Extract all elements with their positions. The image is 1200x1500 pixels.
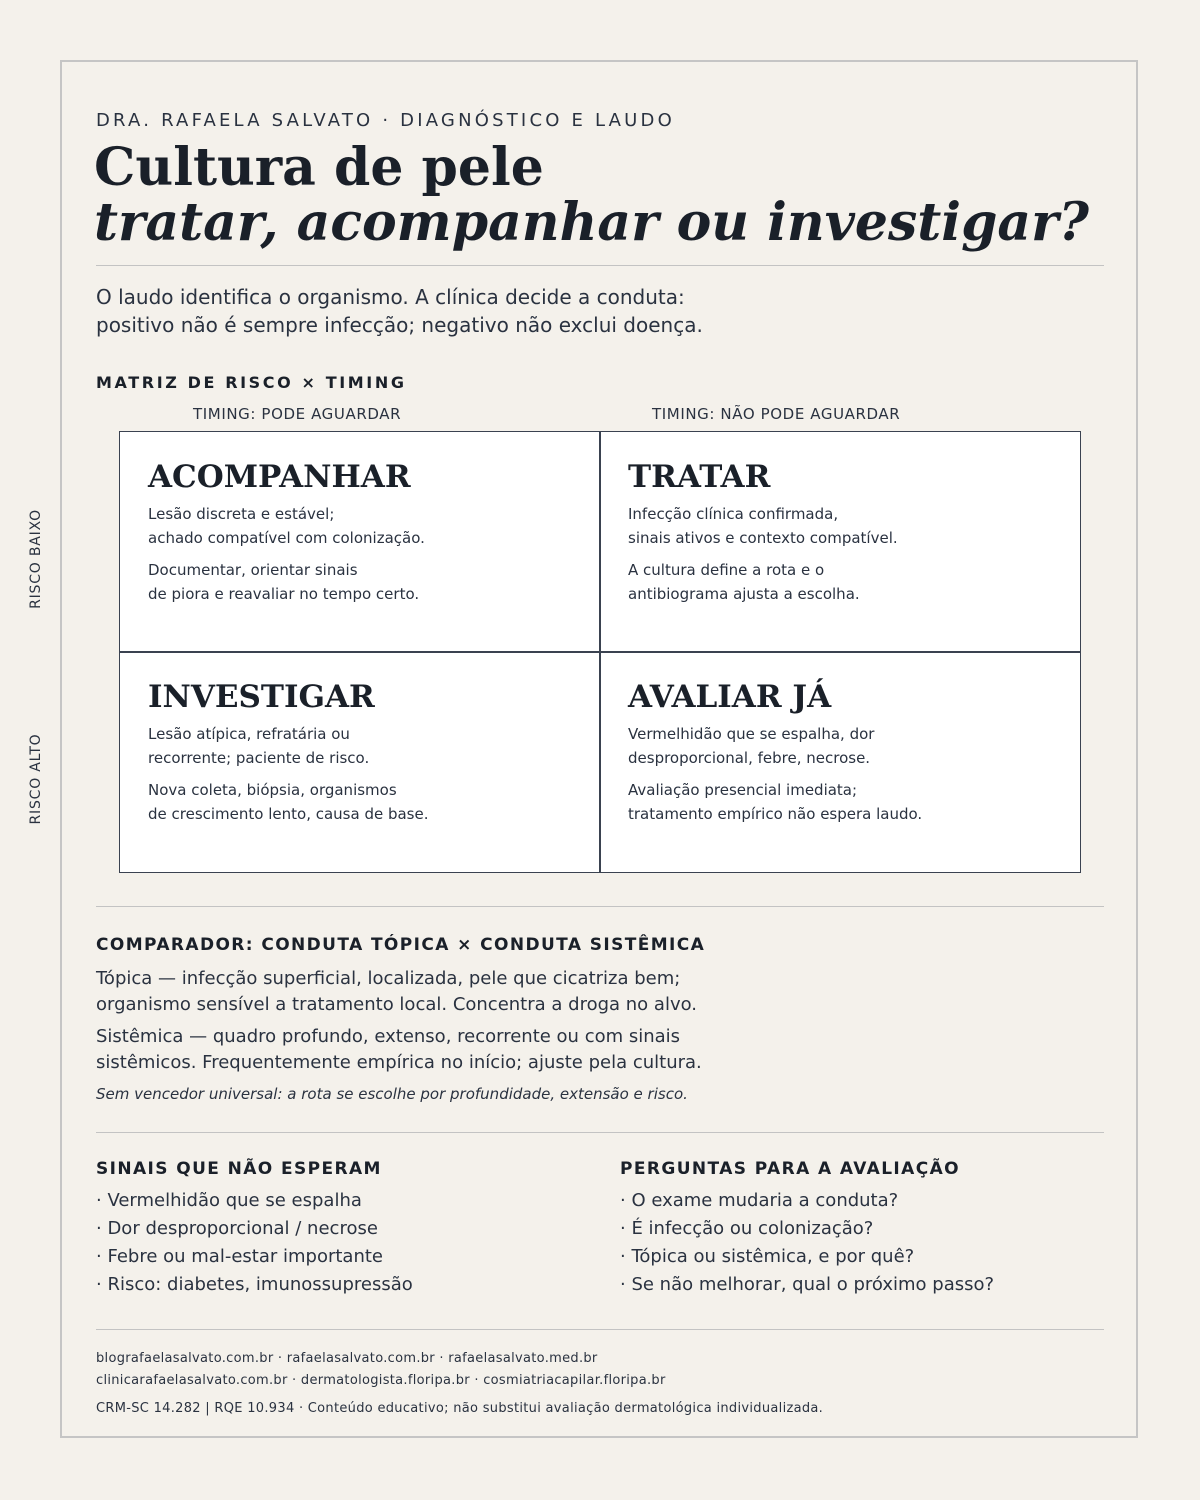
- signs-item: · Dor desproporcional / necrose: [96, 1218, 378, 1239]
- footer-disclaimer: CRM-SC 14.282 | RQE 10.934 · Conteúdo educativo; não substitui avaliação dermatológica individualizada.: [96, 1401, 824, 1416]
- risk-high-label: RISCO ALTO: [28, 733, 44, 825]
- eyebrow: DRA. RAFAELA SALVATO · DIAGNÓSTICO E LAUDO: [96, 110, 675, 131]
- signs-item: · Risco: diabetes, imunossupressão: [96, 1274, 413, 1295]
- timing-right-label: TIMING: NÃO PODE AGUARDAR: [652, 405, 901, 423]
- cell-text-avaliar-ja-1: Vermelhidão que se espalha, dor desproporcional, febre, necrose.: [628, 725, 875, 767]
- cell-title-acompanhar: ACOMPANHAR: [148, 459, 411, 495]
- page-subtitle: tratar, acompanhar ou investigar?: [94, 192, 1089, 253]
- cell-title-tratar: TRATAR: [628, 459, 771, 495]
- footer-links-1: blografaelasalvato.com.br · rafaelasalvato.com.br · rafaelasalvato.med.br: [96, 1351, 598, 1366]
- questions-item: · É infecção ou colonização?: [620, 1218, 874, 1239]
- divider: [96, 265, 1104, 266]
- comparator-note: Sem vencedor universal: a rota se escolhe por profundidade, extensão e risco.: [96, 1085, 688, 1103]
- comparator-heading: COMPARADOR: CONDUTA TÓPICA × CONDUTA SISTÊMICA: [96, 935, 706, 955]
- lead-line-2: positivo não é sempre infecção; negativo não exclui doença.: [96, 313, 703, 337]
- questions-item: · O exame mudaria a conduta?: [620, 1190, 899, 1211]
- page-title: Cultura de pele: [94, 137, 544, 198]
- questions-heading: PERGUNTAS PARA A AVALIAÇÃO: [620, 1159, 961, 1179]
- cell-text-tratar-2: A cultura define a rota e o antibiograma ajusta a escolha.: [628, 561, 860, 603]
- signs-item: · Febre ou mal-estar importante: [96, 1246, 383, 1267]
- questions-item: · Se não melhorar, qual o próximo passo?: [620, 1274, 995, 1295]
- cell-text-tratar-1: Infecção clínica confirmada, sinais ativos e contexto compatível.: [628, 505, 898, 547]
- signs-heading: SINAIS QUE NÃO ESPERAM: [96, 1159, 382, 1179]
- divider: [96, 906, 1104, 907]
- signs-item: · Vermelhidão que se espalha: [96, 1190, 362, 1211]
- comparator-topical: Tópica — infecção superficial, localizada, pele que cicatriza bem; organismo sensível a tratamento local. Concentra a droga no alvo.: [96, 968, 698, 1015]
- cell-text-avaliar-ja-2: Avaliação presencial imediata; tratamento empírico não espera laudo.: [628, 781, 923, 823]
- divider: [96, 1132, 1104, 1133]
- lead-line-1: O laudo identifica o organismo. A clínica decide a conduta:: [96, 285, 685, 309]
- cell-text-acompanhar-2: Documentar, orientar sinais de piora e reavaliar no tempo certo.: [148, 561, 420, 603]
- matrix-heading: MATRIZ DE RISCO × TIMING: [96, 373, 407, 392]
- cell-title-investigar: INVESTIGAR: [148, 679, 375, 715]
- cell-text-investigar-2: Nova coleta, biópsia, organismos de crescimento lento, causa de base.: [148, 781, 429, 823]
- cell-text-investigar-1: Lesão atípica, refratária ou recorrente; paciente de risco.: [148, 725, 370, 767]
- timing-left-label: TIMING: PODE AGUARDAR: [193, 405, 402, 423]
- matrix-divider-horizontal: [119, 651, 1081, 653]
- cell-title-avaliar-ja: AVALIAR JÁ: [628, 679, 832, 715]
- footer-links-2: clinicarafaelasalvato.com.br · dermatologista.floripa.br · cosmiatriacapilar.floripa.br: [96, 1373, 666, 1388]
- divider: [96, 1329, 1104, 1330]
- questions-item: · Tópica ou sistêmica, e por quê?: [620, 1246, 915, 1267]
- cell-text-acompanhar-1: Lesão discreta e estável; achado compatível com colonização.: [148, 505, 425, 547]
- risk-low-label: RISCO BAIXO: [28, 509, 44, 609]
- comparator-systemic: Sistêmica — quadro profundo, extenso, recorrente ou com sinais sistêmicos. Frequentemente empírica no início; ajuste pela cultura.: [96, 1026, 702, 1073]
